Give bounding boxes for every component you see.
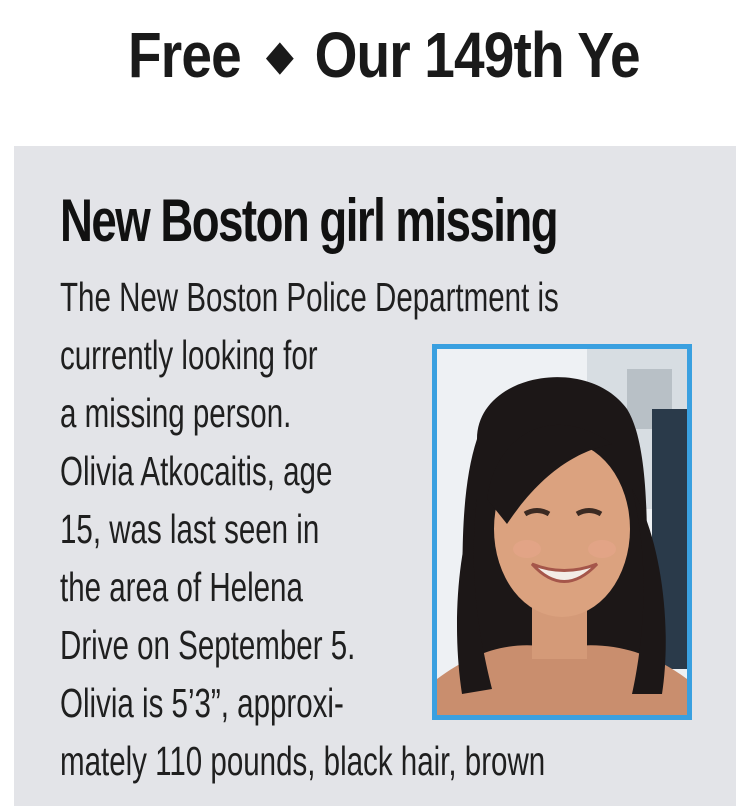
article-line: the area of Helena	[60, 564, 303, 610]
article-line: 15, was last seen in	[60, 506, 320, 552]
masthead-year: Our 149th Ye	[314, 19, 640, 91]
article-line: Drive on September 5.	[60, 622, 356, 668]
masthead-free: Free	[128, 19, 241, 91]
article-line: Olivia Atkocaitis, age	[60, 448, 333, 494]
article-headline: New Boston girl missing	[60, 187, 558, 254]
masthead-line	[128, 18, 640, 92]
article-line: a missing person.	[60, 390, 292, 436]
article-line: currently looking for	[60, 332, 318, 378]
missing-person-photo	[432, 344, 692, 720]
article-line: mately 110 pounds, black hair, brown	[60, 738, 546, 784]
article-line: The New Boston Police Department is	[60, 274, 559, 320]
article-box	[14, 146, 736, 806]
portrait-photo-icon	[437, 349, 687, 715]
article-line: Olivia is 5’3”, approxi-	[60, 680, 344, 726]
diamond-icon: ◆	[266, 34, 293, 78]
masthead	[0, 0, 736, 140]
